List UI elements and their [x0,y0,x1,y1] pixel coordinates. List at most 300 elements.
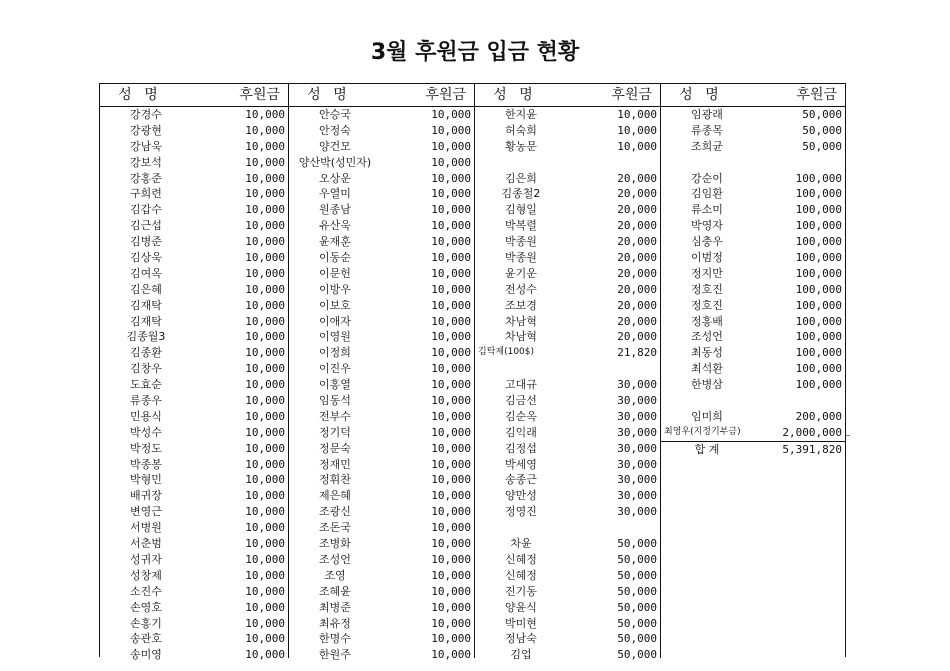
donor-name: 손영호 [130,600,162,614]
donor-name: 유산욱 [319,219,351,233]
table-row [475,631,660,647]
table-row [289,520,474,536]
table-row [289,600,474,616]
table-row [475,298,660,314]
donation-amount: 10,000 [617,139,657,153]
table-row [100,234,288,250]
donation-amount: 20,000 [617,314,657,328]
donor-name: 성귀자 [130,552,162,566]
donor-name: 이문헌 [319,266,351,280]
table-row [100,139,288,155]
donor-name: 차남혁 [505,330,537,344]
table-row [289,393,474,409]
donation-amount: 10,000 [431,155,471,169]
table-row [475,202,660,218]
table-row [289,282,474,298]
table-row [289,107,474,123]
page-title: 3월 후원금 입금 현황 [370,40,580,65]
donor-name: 조광신 [319,505,351,519]
donation-amount: 10,000 [431,282,471,296]
header-name-label: 성 명 [118,87,162,103]
donor-name: 신혜정 [505,568,537,582]
donation-amount: 10,000 [431,330,471,344]
table-row [661,282,845,298]
donation-amount: 10,000 [431,123,471,137]
donation-amount: 10,000 [431,568,471,582]
donation-amount: 10,000 [431,505,471,519]
donation-amount: 10,000 [245,378,285,392]
donor-name: 송미영 [130,648,162,662]
table-row [661,250,845,266]
donor-name: 김순옥 [505,409,537,423]
table-row [661,266,845,282]
donation-amount: 50,000 [617,568,657,582]
donor-name: 조돈국 [319,521,351,535]
column-header [661,84,845,107]
table-row [475,616,660,632]
table-row [661,218,845,234]
donor-name: 소진수 [130,584,162,598]
table-row [100,186,288,202]
donor-name: 한지윤 [505,108,537,121]
table-row [100,361,288,377]
donor-name: 박미현 [505,616,537,630]
table-row [100,584,288,600]
donation-amount: 50,000 [617,584,657,598]
table-row [661,139,845,155]
donor-name: 정재민 [319,457,351,471]
table-row [661,155,845,171]
donation-amount: 10,000 [431,473,471,487]
donation-amount: 20,000 [617,266,657,280]
donor-name: 김병준 [130,235,162,249]
donor-name: 조희균 [691,139,723,153]
donation-amount: 10,000 [245,108,285,121]
donor-name: 박형민 [130,473,162,487]
donor-name: 김은혜 [130,282,162,296]
table-row [100,504,288,520]
donor-name: 양산박(성민자) [298,155,372,169]
donation-amount: 10,000 [431,378,471,392]
donation-amount: 20,000 [617,187,657,201]
table-row [475,568,660,584]
table-row [289,488,474,504]
donation-amount: 10,000 [245,584,285,598]
donor-name: 류종우 [130,394,162,408]
donor-name: 김종철2 [501,187,541,201]
table-row [289,361,474,377]
donor-name: 고대규 [505,378,537,392]
donation-amount: 10,000 [245,632,285,646]
table-row [289,171,474,187]
table-row [100,123,288,139]
table-row [661,202,845,218]
donor-name: 김근섭 [130,219,162,233]
donor-name: 임미희 [691,409,723,423]
donor-name: 우열미 [319,187,351,201]
donation-amount: 10,000 [245,219,285,233]
donor-name: 윤재훈 [319,235,351,249]
donor-name: 배귀장 [130,489,162,503]
donation-amount: 10,000 [431,108,471,121]
donation-amount: 10,000 [431,314,471,328]
donor-name: 이보호 [319,298,351,312]
donation-amount: 100,000 [795,298,842,312]
donor-name: 조성언 [319,552,351,566]
donation-amount: 10,000 [431,346,471,360]
table-row [289,250,474,266]
donation-amount: 10,000 [245,600,285,614]
donation-amount: 10,000 [431,616,471,630]
table-row [289,329,474,345]
table-row [289,298,474,314]
table-row [475,139,660,155]
table-row [289,186,474,202]
table-row [661,123,845,139]
donor-name: 이범정 [691,251,723,265]
donation-amount: 10,000 [245,171,285,185]
donation-amount: 10,000 [245,251,285,265]
table-column-4 [660,84,845,658]
donor-name: 전성수 [505,282,537,296]
donor-name: 김재탁 [130,314,162,328]
donor-name: 차윤 [510,537,532,551]
donor-name: 한병삼 [691,378,723,392]
donation-amount: 10,000 [431,521,471,535]
donor-name: 성창제 [130,568,162,582]
donation-amount: 20,000 [617,282,657,296]
donor-name: 서춘범 [130,537,162,551]
donation-amount: 100,000 [795,187,842,201]
donor-name: 강남욱 [130,139,162,153]
donation-amount: 10,000 [245,139,285,153]
table-row [661,361,845,377]
donor-name: 이진우 [319,362,351,376]
donor-name: 류종목 [691,123,723,137]
table-row [661,107,845,123]
donor-name: 박복렬 [505,219,537,233]
donation-amount: 50,000 [617,537,657,551]
donation-amount: 10,000 [245,537,285,551]
donor-name: 정기덕 [319,425,351,439]
donation-amount: 10,000 [245,648,285,662]
donor-name: 김재탁 [130,298,162,312]
donor-name: 조성언 [691,330,723,344]
donation-amount: 10,000 [245,155,285,169]
donor-name: 이동순 [319,251,351,265]
table-row [475,393,660,409]
donor-name: 김갑수 [130,203,162,217]
donation-amount: 20,000 [617,330,657,344]
donation-amount: 100,000 [795,171,842,185]
donation-amount: 50,000 [617,616,657,630]
table-row [475,234,660,250]
table-row [100,298,288,314]
donation-amount: 10,000 [431,584,471,598]
table-row [289,139,474,155]
donor-name: 한명수 [319,632,351,646]
donor-name: 양건모 [319,139,351,153]
donor-name: 한원주 [319,648,351,662]
donor-name: 임광래 [691,108,723,121]
donation-amount: 10,000 [431,362,471,376]
donation-amount: 100,000 [795,203,842,217]
donation-amount: 50,000 [802,139,842,153]
donation-amount: 10,000 [245,362,285,376]
donation-amount: 10,000 [431,537,471,551]
donor-name: 전부수 [319,409,351,423]
table-row [100,345,288,361]
donation-amount: 100,000 [795,235,842,249]
table-row [100,218,288,234]
donation-amount: 10,000 [245,266,285,280]
table-row [475,504,660,520]
table-row [661,377,845,393]
table-row [475,186,660,202]
donor-name: 이정희 [319,346,351,360]
donation-amount: 20,000 [617,251,657,265]
table-row [100,568,288,584]
donation-amount: 50,000 [617,648,657,662]
table-row [289,377,474,393]
table-row [289,631,474,647]
donor-name: 류소미 [691,203,723,217]
donor-name: 신혜정 [505,552,537,566]
table-row [475,425,660,441]
table-row [289,472,474,488]
table-row [475,250,660,266]
table-row [289,536,474,552]
table-row [475,552,660,568]
donor-name: 오상운 [319,171,351,185]
donation-table [99,83,846,662]
donation-amount: 30,000 [617,505,657,519]
donation-amount: 10,000 [431,251,471,265]
donation-amount: 10,000 [431,203,471,217]
donor-name: 박영자 [691,219,723,233]
donation-amount: 10,000 [431,632,471,646]
donation-amount: 30,000 [617,457,657,471]
donor-name: 최석환 [691,362,723,376]
donor-name: 서병원 [130,521,162,535]
donation-amount: 10,000 [245,552,285,566]
column-header [289,84,474,107]
donor-name: 김금선 [505,394,537,408]
header-name-label: 성 명 [679,87,723,103]
donor-name: 정휘찬 [319,473,351,487]
table-column-1 [100,84,288,662]
table-row [475,536,660,552]
donor-name: 이영원 [319,330,351,344]
donation-amount: 20,000 [617,219,657,233]
donor-name: 정지만 [691,266,723,280]
donor-name: 박종봉 [130,457,162,471]
table-row [475,345,660,361]
table-row [100,520,288,536]
donor-name: 김정섭 [505,441,537,455]
donation-amount: 30,000 [617,489,657,503]
donor-name: 김탁제(100$) [478,347,535,358]
donation-amount: 10,000 [431,394,471,408]
donor-name: 김창우 [130,362,162,376]
table-row [100,266,288,282]
table-row [289,504,474,520]
table-row [100,472,288,488]
table-row [100,250,288,266]
table-row [100,616,288,632]
donor-name: 김종월3 [126,330,166,344]
table-row [475,123,660,139]
total-row [661,441,845,458]
donation-amount: 20,000 [617,203,657,217]
table-column-3 [474,84,660,662]
table-row [100,282,288,298]
donor-name: 김상욱 [130,251,162,265]
donation-amount: 10,000 [245,235,285,249]
donation-amount: 10,000 [431,409,471,423]
donation-amount: 30,000 [617,409,657,423]
donor-name: 강광현 [130,123,162,137]
header-amount-label: 후원금 [796,87,837,103]
donor-name: 변영근 [130,505,162,519]
table-row [100,441,288,457]
table-row [289,234,474,250]
table-row [289,457,474,473]
donation-amount: 50,000 [617,632,657,646]
table-row [289,647,474,663]
header-amount-label: 후원금 [239,87,280,103]
donation-amount: 50,000 [617,600,657,614]
header-name-label: 성 명 [307,87,351,103]
table-row [100,488,288,504]
table-row [289,441,474,457]
donor-name: 정남숙 [505,632,537,646]
table-row [475,266,660,282]
donation-amount: 30,000 [617,473,657,487]
donor-name: 송종근 [505,473,537,487]
donation-amount: 20,000 [617,298,657,312]
table-row [475,361,660,377]
donor-name: 제은혜 [319,489,351,503]
donation-amount: 10,000 [245,473,285,487]
table-row [289,266,474,282]
donation-amount: 100,000 [795,330,842,344]
donation-amount: 10,000 [245,330,285,344]
table-row [661,186,845,202]
column-header [475,84,660,107]
donation-amount: 10,000 [617,123,657,137]
table-row [475,329,660,345]
donor-name: 이방우 [319,282,351,296]
donation-amount: 50,000 [617,552,657,566]
donor-name: 송관호 [130,632,162,646]
table-row [475,488,660,504]
table-row [475,472,660,488]
table-row [289,123,474,139]
table-row [100,202,288,218]
donation-amount: 10,000 [245,568,285,582]
table-row [289,202,474,218]
donation-amount: 10,000 [431,489,471,503]
donation-amount: 10,000 [245,489,285,503]
table-row [475,314,660,330]
table-row [475,409,660,425]
donation-amount: 100,000 [795,314,842,328]
donor-name: 양만성 [505,489,537,503]
table-row [100,107,288,123]
donation-amount: 10,000 [245,203,285,217]
donation-amount: 10,000 [245,441,285,455]
donor-name: 윤기운 [505,266,537,280]
table-row [475,600,660,616]
donor-name: 구희련 [130,187,162,201]
table-column-2 [288,84,474,662]
donation-amount: 30,000 [617,378,657,392]
table-row [289,218,474,234]
donation-amount: 30,000 [617,425,657,439]
total-amount: 5,391,820 [782,442,842,456]
table-row [100,425,288,441]
donation-amount: 10,000 [431,457,471,471]
table-row [661,409,845,425]
donor-name: 박종원 [505,235,537,249]
donation-amount: 100,000 [795,282,842,296]
donation-amount: 50,000 [802,108,842,121]
table-row [661,329,845,345]
table-row [100,552,288,568]
table-row [661,298,845,314]
donation-amount: 10,000 [245,187,285,201]
donor-name: 김은희 [505,171,537,185]
donation-amount: 10,000 [431,187,471,201]
table-row [289,552,474,568]
donation-amount: 10,000 [431,600,471,614]
donor-name: 강경수 [130,108,162,121]
table-row [475,647,660,663]
table-row [289,314,474,330]
donation-amount: 30,000 [617,441,657,455]
donor-name: 안정숙 [319,123,351,137]
donation-amount: 100,000 [795,219,842,233]
donation-amount: 10,000 [431,235,471,249]
donor-name: 최영우(지정기부금) [664,426,741,437]
donor-name: 최동성 [691,346,723,360]
donation-amount: 10,000 [245,616,285,630]
donor-name: 원종남 [319,203,351,217]
donor-name: 최유정 [319,616,351,630]
donor-name: 양윤식 [505,600,537,614]
donor-name: 임동석 [319,394,351,408]
donor-name: 조혜윤 [319,584,351,598]
donor-name: 김형일 [505,203,537,217]
donor-name: 손홍기 [130,616,162,630]
table-row [100,536,288,552]
donation-amount: 10,000 [245,282,285,296]
donor-name: 강홍준 [130,171,162,185]
donor-name: 김임환 [691,187,723,201]
donor-name: 이홍열 [319,378,351,392]
donor-name: 박성수 [130,425,162,439]
donation-amount: 10,000 [245,457,285,471]
donation-amount: 30,000 [617,394,657,408]
table-row [289,425,474,441]
donation-amount: 100,000 [795,346,842,360]
donation-amount: 200,000 [795,409,842,423]
donor-name: 안승국 [319,108,351,121]
donation-amount: 50,000 [802,123,842,137]
donation-amount: 100,000 [795,266,842,280]
table-row [661,234,845,250]
